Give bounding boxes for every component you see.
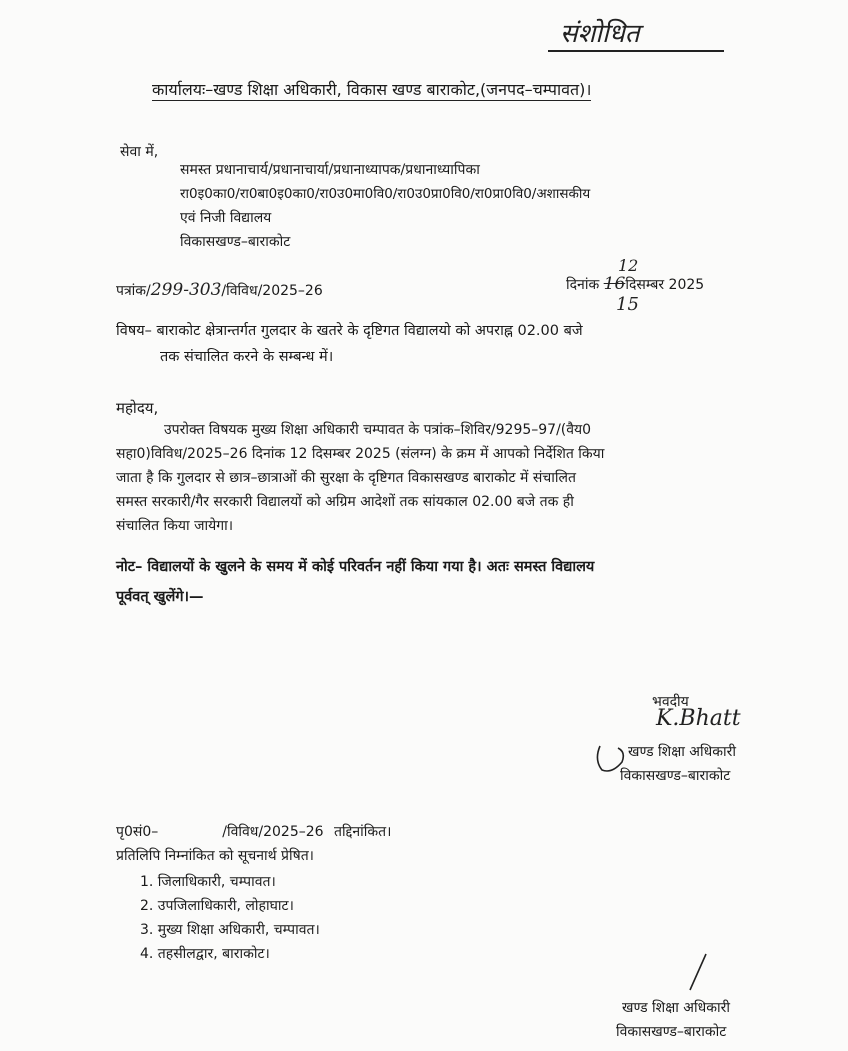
office-header: कार्यालयः–खण्ड शिक्षा अधिकारी, विकास खण्ड बाराकोट,(जनपद–चम्पावत)। — [152, 80, 592, 99]
note-line2: पूर्ववत् खुलेंगे।— — [116, 589, 204, 605]
date-correction-top: 12 — [618, 256, 639, 275]
body-line2: सहा0)विविध/2025–26 दिनांक 12 दिसम्बर 2025 (संलग्न) के क्रम में आपको निर्देशित किया — [116, 446, 605, 462]
addressee-line1: समस्त प्रधानाचार्य/प्रधानाचार्या/प्रधानाध्यापक/प्रधानाध्यापिका — [180, 162, 480, 178]
body-line4: समस्त सरकारी/गैर सरकारी विद्यालयों को अग्रिम आदेशों तक सांयकाल 02.00 बजे तक ही — [116, 494, 574, 510]
copy-intro: प्रतिलिपि निम्नांकित को सूचनार्थ प्रेषित। — [116, 848, 314, 864]
footer-block: विकासखण्ड–बाराकोट — [616, 1024, 727, 1040]
recipient-item: 2. उपजिलाधिकारी, लोहाघाट। — [140, 898, 294, 914]
closing-text: भवदीय — [652, 694, 689, 710]
addressee-line2: रा0इ0का0/रा0बा0इ0का0/रा0उ0मा0वि0/रा0उ0प्रा0वि0/रा0प्रा0वि0/अशासकीय — [180, 186, 591, 202]
stamp-underline — [548, 50, 724, 52]
greeting: महोदय, — [116, 399, 159, 417]
body-line3: जाता है कि गुलदार से छात्र–छात्राओं की सुरक्षा के दृष्टिगत विकासखण्ड बाराकोट में संचालित — [116, 470, 576, 486]
subject-line1: विषय– बाराकोट क्षेत्रान्तर्गत गुलदार के खतरे के दृष्टिगत विद्यालयो को अपराह्न 02.00 बजे — [116, 323, 583, 339]
footer-designation: खण्ड शिक्षा अधिकारी — [622, 1000, 730, 1016]
handwritten-ref-number: 299-303 — [150, 280, 222, 300]
addressee-line4: विकासखण्ड–बाराकोट — [180, 234, 291, 250]
recipient-item: 3. मुख्य शिक्षा अधिकारी, चम्पावत। — [140, 922, 320, 938]
date-struck: 16 — [603, 274, 626, 294]
body-line1: उपरोक्त विषयक मुख्य शिक्षा अधिकारी चम्पावत के पत्रांक–शिविर/9295–97/(वैय0 — [164, 422, 592, 438]
recipient-item: 4. तहसीलद्वार, बाराकोट। — [140, 946, 270, 962]
addressee-line3: एवं निजी विद्यालय — [180, 210, 272, 226]
signature-flourish — [592, 740, 632, 776]
subject-line2: तक संचालित करने के सम्बन्ध में। — [160, 349, 334, 365]
signature-stroke — [686, 952, 710, 992]
note-line1: नोट– विद्यालयों के खुलने के समय में कोई परिवर्तन नहीं किया गया है। अतः समस्त विद्यालय — [116, 559, 595, 575]
letter-reference: पत्रांक/299-303/विविध/2025–26 — [116, 280, 323, 300]
handwritten-signature: K.Bhatt — [656, 706, 741, 731]
signatory-block: विकासखण्ड–बाराकोट — [620, 768, 731, 784]
date-correction-bottom: 15 — [616, 294, 639, 315]
recipient-item: 1. जिलाधिकारी, चम्पावत। — [140, 874, 276, 890]
letter-date: दिनांक 16दिसम्बर 2025 — [566, 274, 705, 294]
signatory-designation: खण्ड शिक्षा अधिकारी — [628, 744, 736, 760]
addressee-salutation: सेवा में, — [120, 144, 159, 160]
copy-reference: पृ0सं0– /विविध/2025–26 तद्दिनांकित। — [116, 824, 392, 840]
body-line5: संचालित किया जायेगा। — [116, 518, 234, 534]
revised-stamp: संशोधित — [560, 19, 640, 49]
